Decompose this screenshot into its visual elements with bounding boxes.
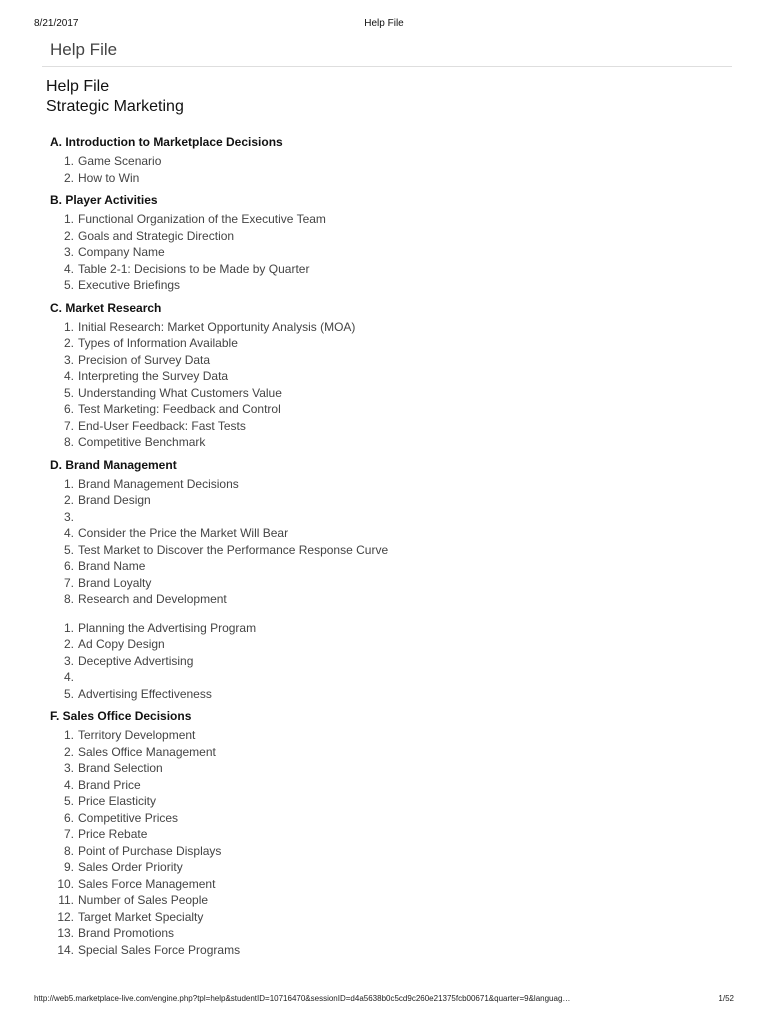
- toc-item-number: 11.: [58, 893, 74, 907]
- toc-item-number: 2.: [63, 637, 74, 651]
- toc-item-label[interactable]: Brand Price: [78, 777, 141, 792]
- toc-item-label[interactable]: Interpreting the Survey Data: [78, 369, 229, 383]
- toc-item-label[interactable]: How to Win: [78, 170, 140, 185]
- header-divider: [42, 66, 732, 67]
- section-list: [50, 319, 730, 451]
- toc-item-label[interactable]: Understanding What Customers Value: [78, 385, 282, 400]
- toc-item[interactable]: [50, 434, 730, 451]
- doc-title: [46, 77, 184, 117]
- section-heading[interactable]: A. Introduction to Marketplace Decisions: [50, 135, 283, 149]
- toc-item-label[interactable]: Table 2-1: Decisions to be Made by Quarter: [78, 261, 310, 276]
- toc-item-number: 6.: [63, 810, 74, 825]
- toc-item-label[interactable]: Territory Development: [78, 728, 196, 742]
- toc-item-number: 9.: [63, 860, 74, 874]
- toc-item[interactable]: [50, 892, 730, 909]
- toc-item-label[interactable]: Precision of Survey Data: [78, 352, 211, 367]
- toc-item-label[interactable]: Sales Order Priority: [78, 860, 183, 874]
- toc-section: [50, 708, 730, 958]
- toc-item[interactable]: [50, 575, 730, 592]
- toc-item-number: 4.: [63, 777, 74, 792]
- toc-item-label[interactable]: Number of Sales People: [78, 893, 209, 907]
- toc-item-number: 1.: [63, 728, 74, 742]
- print-title: Help File: [364, 18, 404, 29]
- toc-item-number: 2.: [63, 170, 74, 185]
- toc-item-number: 7.: [63, 575, 74, 590]
- page-number: 1/52: [718, 994, 734, 1003]
- toc-item[interactable]: [50, 153, 730, 170]
- toc-item-label[interactable]: Competitive Benchmark: [78, 435, 206, 449]
- toc-item-label[interactable]: Price Rebate: [78, 827, 148, 841]
- toc-item[interactable]: [50, 810, 730, 827]
- toc-item-number: 5.: [63, 794, 74, 808]
- toc-item[interactable]: [50, 277, 730, 294]
- toc-item[interactable]: [50, 542, 730, 559]
- toc-item[interactable]: [50, 319, 730, 336]
- toc-item-label[interactable]: Sales Office Management: [78, 744, 216, 759]
- toc-item[interactable]: [50, 620, 730, 637]
- toc-item[interactable]: [50, 352, 730, 369]
- toc-item-label[interactable]: Brand Name: [78, 559, 146, 573]
- toc-item[interactable]: [50, 793, 730, 810]
- toc-item-number: 5.: [63, 542, 74, 557]
- toc-item-label[interactable]: Company Name: [78, 245, 165, 259]
- toc-item-number: 6.: [63, 402, 74, 416]
- toc-item-label[interactable]: Special Sales Force Programs: [78, 942, 241, 957]
- toc-item-number: 1.: [63, 620, 74, 635]
- toc-item[interactable]: [50, 777, 730, 794]
- toc-item-number: 4.: [63, 261, 74, 276]
- toc-item-number: 14.: [57, 942, 74, 957]
- toc-item[interactable]: [50, 653, 730, 670]
- toc-item-number: 3.: [63, 761, 74, 775]
- print-footer: [34, 994, 734, 1006]
- toc-item-number: 13.: [57, 926, 74, 940]
- toc-item[interactable]: [50, 636, 730, 653]
- toc-item-number: 6.: [63, 559, 74, 573]
- toc-item-number: 1.: [63, 319, 74, 334]
- toc-item[interactable]: [50, 909, 730, 926]
- section-heading[interactable]: D. Brand Management: [50, 457, 177, 472]
- toc-item-number: 5.: [63, 385, 74, 400]
- toc-item-label[interactable]: Brand Selection: [78, 761, 163, 775]
- toc-item[interactable]: [50, 228, 730, 245]
- toc-item[interactable]: [50, 558, 730, 575]
- toc-item-number: 2.: [63, 336, 74, 350]
- toc-item-label[interactable]: Brand Loyalty: [78, 575, 152, 590]
- toc-item-label[interactable]: Ad Copy Design: [78, 637, 165, 651]
- toc-item[interactable]: [50, 727, 730, 744]
- toc-item-number: 4.: [63, 369, 74, 383]
- toc-item-label[interactable]: Point of Purchase Displays: [78, 843, 222, 858]
- toc-item[interactable]: [50, 368, 730, 385]
- toc-item-label[interactable]: Target Market Specialty: [78, 909, 204, 924]
- toc-item[interactable]: [50, 826, 730, 843]
- doc-title-line2: Strategic Marketing: [46, 98, 184, 115]
- toc-item-number: 3.: [63, 352, 74, 367]
- toc-item-label[interactable]: Competitive Prices: [78, 810, 179, 825]
- toc-item-number: 2.: [63, 744, 74, 759]
- toc-item-number: 1.: [63, 154, 74, 168]
- toc-item-label[interactable]: Types of Information Available: [78, 336, 238, 350]
- toc-item-label[interactable]: Initial Research: Market Opportunity Analysis (MOA): [78, 319, 356, 334]
- toc-item-label[interactable]: Brand Management Decisions: [78, 476, 239, 491]
- toc-item-number: 2.: [63, 228, 74, 243]
- toc-section: [50, 300, 730, 451]
- toc-item-label[interactable]: End-User Feedback: Fast Tests: [78, 418, 246, 433]
- toc-item-number: 3.: [63, 653, 74, 668]
- toc-item[interactable]: [50, 385, 730, 402]
- toc-item-number: 4.: [63, 526, 74, 540]
- toc-item[interactable]: [50, 925, 730, 942]
- toc-item[interactable]: [50, 509, 730, 526]
- toc-item[interactable]: [50, 760, 730, 777]
- toc-item[interactable]: [50, 476, 730, 493]
- toc-item[interactable]: [50, 744, 730, 761]
- toc-item-number: 2.: [63, 493, 74, 507]
- toc-item[interactable]: [50, 244, 730, 261]
- toc-item[interactable]: [50, 843, 730, 860]
- section-list: [50, 727, 730, 958]
- toc-item[interactable]: [50, 669, 730, 686]
- toc-item-number: 3.: [63, 245, 74, 259]
- section-heading[interactable]: F. Sales Office Decisions: [50, 709, 192, 723]
- toc-item-label[interactable]: Consider the Price the Market Will Bear: [78, 526, 289, 540]
- toc-item-number: 8.: [63, 592, 74, 606]
- toc-item-label[interactable]: Test Market to Discover the Performance Response Curve: [78, 542, 389, 557]
- toc-item-label[interactable]: Goals and Strategic Direction: [78, 228, 235, 243]
- site-title: Help File: [50, 40, 118, 59]
- print-date: 8/21/2017: [34, 18, 79, 29]
- toc-section: [50, 192, 730, 294]
- toc-item-number: 4.: [63, 670, 74, 684]
- doc-title-line1: Help File: [46, 78, 110, 95]
- toc-item[interactable]: [50, 942, 730, 959]
- toc-item-label[interactable]: Planning the Advertising Program: [78, 620, 257, 635]
- toc-item[interactable]: [50, 170, 730, 187]
- toc-item-number: 5.: [63, 686, 74, 701]
- toc-item[interactable]: [50, 261, 730, 278]
- section-list: [50, 620, 730, 703]
- toc-item-label[interactable]: Price Elasticity: [78, 794, 157, 808]
- toc-item-number: 7.: [63, 827, 74, 841]
- toc-item[interactable]: [50, 525, 730, 542]
- toc-item-number: 10.: [57, 876, 74, 891]
- toc-item[interactable]: [50, 876, 730, 893]
- toc-section: [50, 457, 730, 608]
- toc-item-label[interactable]: Brand Promotions: [78, 926, 175, 940]
- toc-item[interactable]: [50, 591, 730, 608]
- table-of-contents: [50, 134, 730, 958]
- toc-item-label[interactable]: Brand Design: [78, 493, 151, 507]
- toc-section: [50, 620, 730, 703]
- toc-item-label[interactable]: Game Scenario: [78, 154, 162, 168]
- toc-item-number: 7.: [63, 418, 74, 433]
- section-heading[interactable]: B. Player Activities: [50, 193, 158, 207]
- toc-section: [50, 134, 730, 186]
- toc-item[interactable]: [50, 686, 730, 703]
- toc-item-number: 8.: [63, 435, 74, 449]
- toc-item-number: 1.: [63, 212, 74, 226]
- section-heading[interactable]: C. Market Research: [50, 300, 162, 315]
- print-url: http://web5.marketplace-live.com/engine.php?tpl=help&studentID=10716470&sessionID=d4a5638b0c5cd9c260e21375fcb00671&quarter=9&languag…: [34, 994, 571, 1003]
- toc-item-label[interactable]: Research and Development: [78, 592, 227, 606]
- toc-item-number: 3.: [63, 509, 74, 524]
- toc-item[interactable]: [50, 335, 730, 352]
- toc-item-label[interactable]: Deceptive Advertising: [78, 653, 194, 668]
- toc-item-number: 1.: [63, 476, 74, 491]
- toc-item[interactable]: [50, 418, 730, 435]
- section-list: [50, 476, 730, 608]
- toc-item-label[interactable]: Advertising Effectiveness: [78, 686, 212, 701]
- toc-item-label[interactable]: Test Marketing: Feedback and Control: [78, 402, 281, 416]
- print-header: [34, 18, 734, 32]
- toc-item-label[interactable]: Executive Briefings: [78, 278, 181, 292]
- toc-item[interactable]: [50, 492, 730, 509]
- toc-item-label[interactable]: Sales Force Management: [78, 876, 216, 891]
- toc-item-number: 5.: [63, 278, 74, 292]
- toc-item-number: 12.: [57, 909, 74, 924]
- toc-item[interactable]: [50, 211, 730, 228]
- section-list: [50, 211, 730, 294]
- toc-item[interactable]: [50, 859, 730, 876]
- toc-item[interactable]: [50, 401, 730, 418]
- section-list: [50, 153, 730, 186]
- toc-item-number: 8.: [63, 843, 74, 858]
- toc-item-label[interactable]: Functional Organization of the Executive Team: [78, 212, 326, 226]
